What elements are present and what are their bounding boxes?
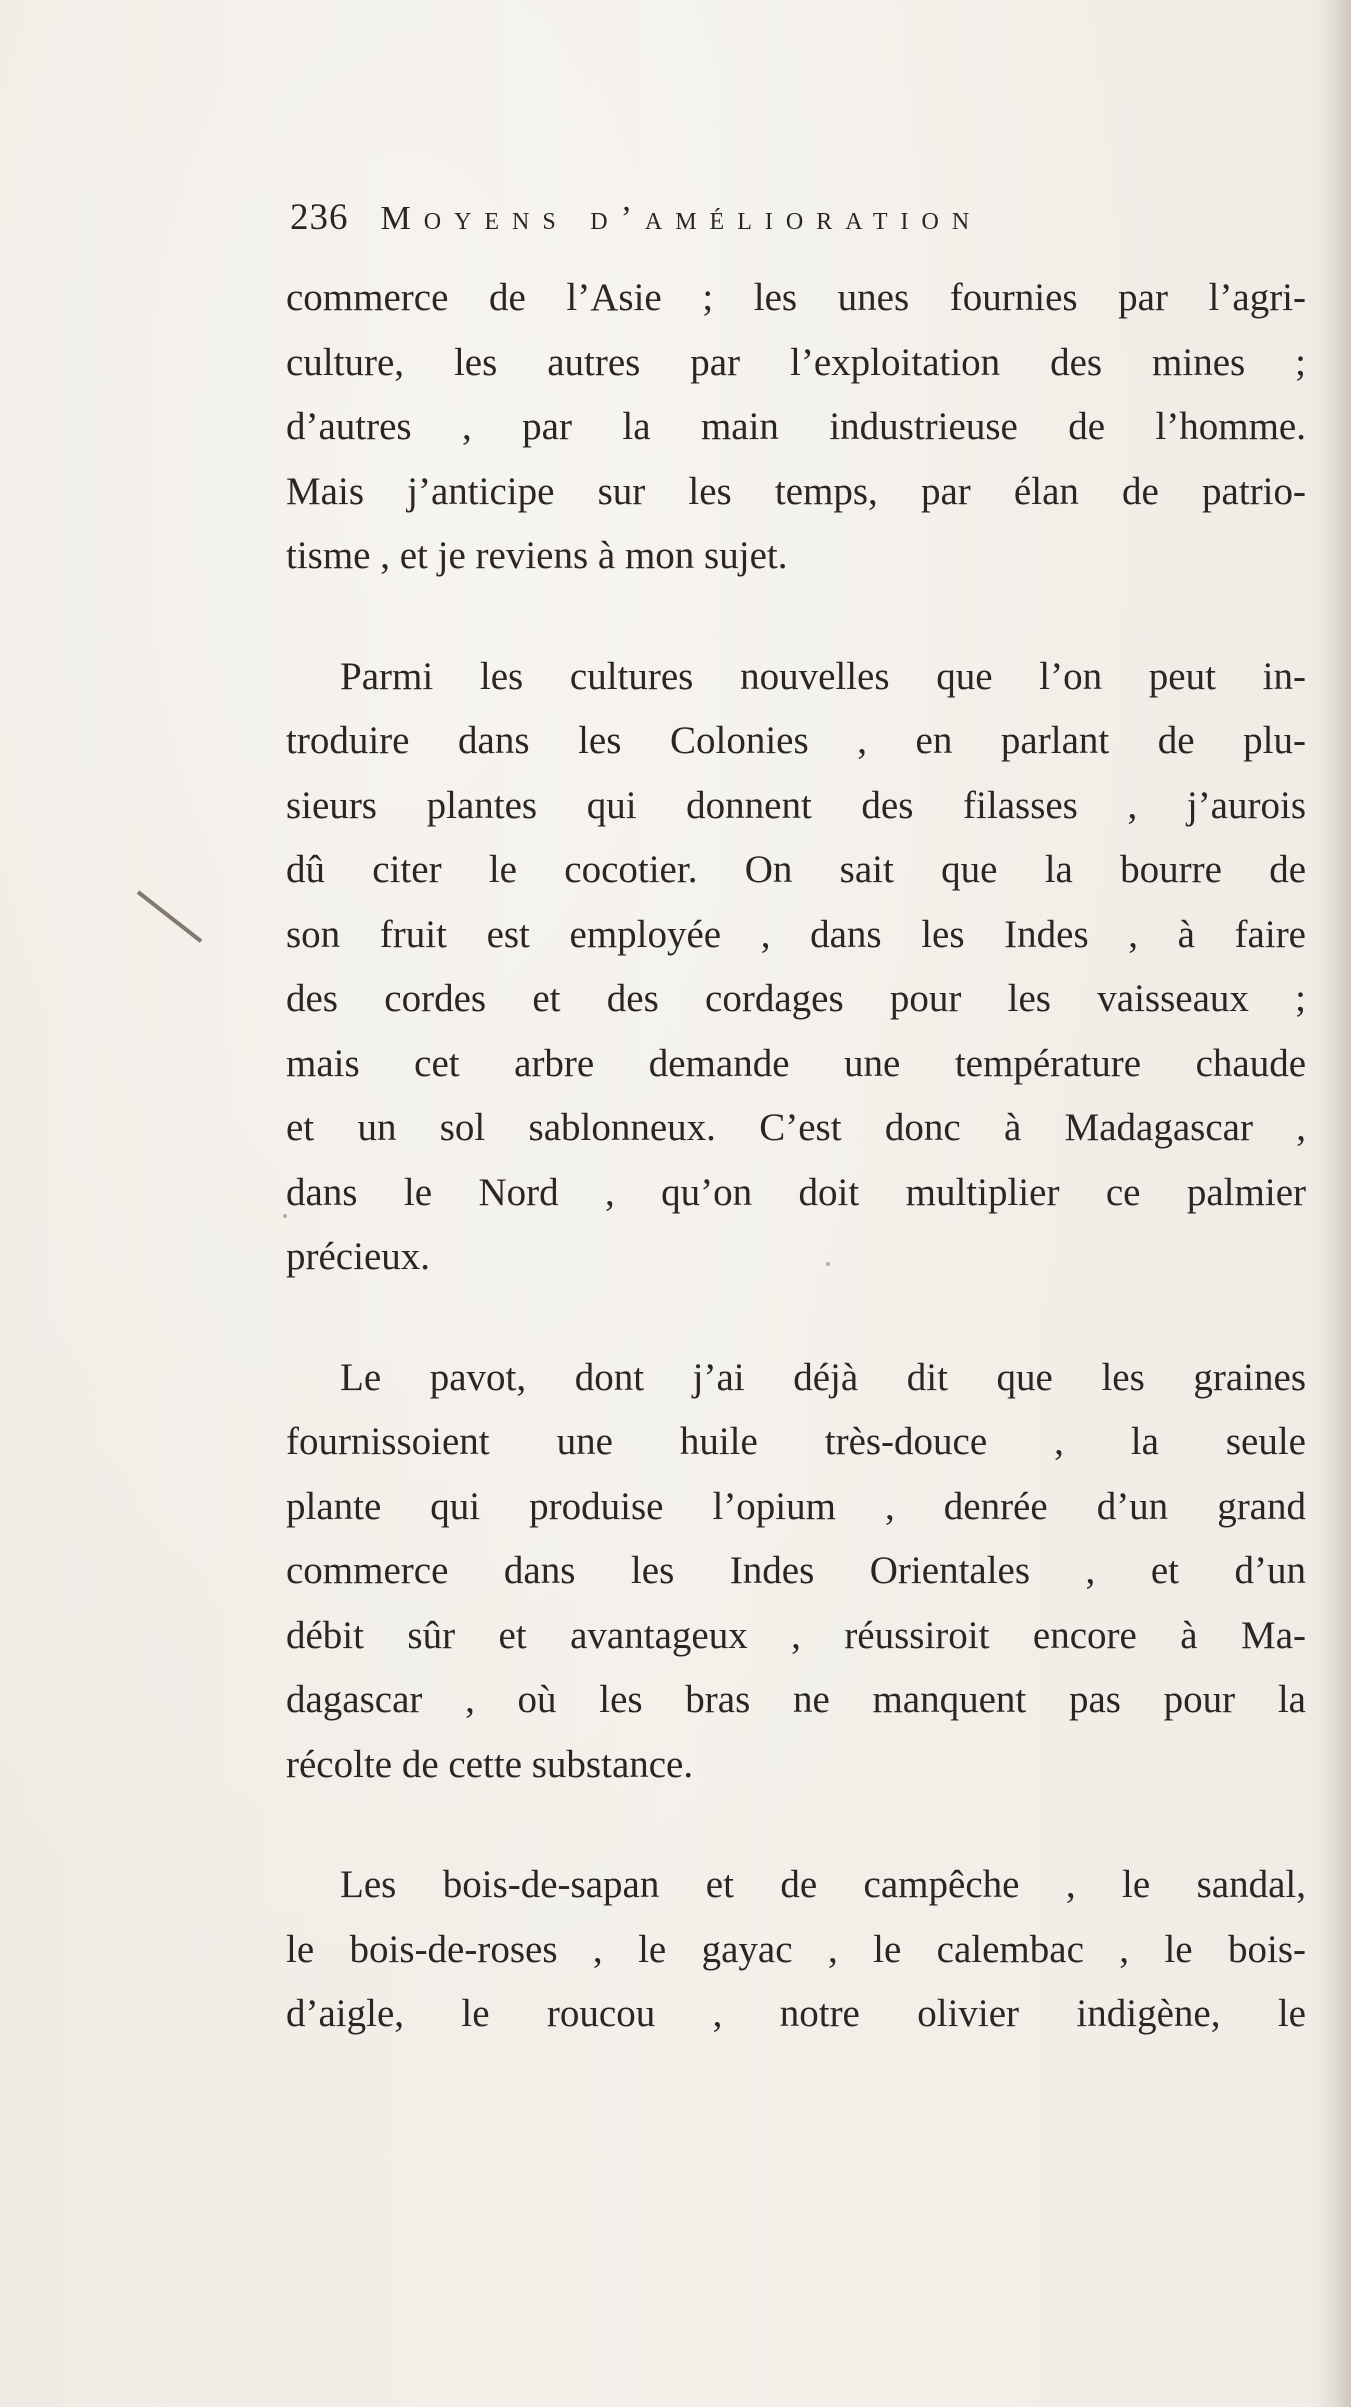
text-line: dû citer le cocotier. On sait que la bourre de [286, 848, 1306, 891]
text-line: fournissoient une huile très-douce , la seule [286, 1420, 1306, 1463]
text-line: et un sol sablonneux. C’est donc à Madagascar , [286, 1106, 1306, 1149]
text-line: récolte de cette substance. [286, 1742, 694, 1786]
text-line: sieurs plantes qui donnent des filasses , j’aurois [286, 783, 1306, 827]
text-line: Mais j’anticipe sur les temps, par élan de patrio- [286, 469, 1306, 513]
text-line: d’autres , par la main industrieuse de l’homme. [286, 405, 1306, 448]
text-line: commerce dans les Indes Orientales , et d’un [286, 1549, 1306, 1592]
running-head-title: Moyens d’amélioration [380, 200, 983, 237]
margin-pen-mark [137, 890, 203, 942]
text-line: dagascar , où les bras ne manquent pas pour la [286, 1678, 1306, 1721]
text-line: dans le Nord , qu’on doit multiplier ce palmier [286, 1170, 1306, 1214]
text-line: plante qui produise l’opium , denrée d’un grand [286, 1484, 1306, 1528]
body-text [286, 266, 1306, 2047]
text-line: débit sûr et avantageux , réussiroit encore à Ma- [286, 1613, 1306, 1657]
text-line: Les bois-de-sapan et de campêche , le sandal, [340, 1863, 1306, 1906]
page-edge-shadow [1317, 0, 1351, 2407]
text-line: Parmi les cultures nouvelles que l’on peut in- [340, 654, 1306, 698]
text-line: tisme , et je reviens à mon sujet. [286, 534, 788, 577]
text-line: des cordes et des cordages pour les vaisseaux ; [286, 977, 1306, 1020]
text-line: Le pavot, dont j’ai déjà dit que les graines [340, 1355, 1306, 1399]
running-head [290, 196, 1250, 248]
text-line: précieux. [286, 1235, 431, 1278]
text-line: mais cet arbre demande une température chaude [286, 1041, 1306, 1085]
text-line: son fruit est employée , dans les Indes , à faire [286, 912, 1306, 956]
text-line: commerce de l’Asie ; les unes fournies par l’agri- [286, 276, 1306, 319]
text-line: le bois-de-roses , le gayac , le calembac , le bois- [286, 1927, 1306, 1971]
text-line: troduire dans les Colonies , en parlant de plu- [286, 719, 1306, 762]
page-number: 236 [290, 197, 349, 238]
text-line: culture, les autres par l’exploitation des mines ; [286, 340, 1306, 384]
text-line: d’aigle, le roucou , notre olivier indigène, le [286, 1992, 1306, 2035]
